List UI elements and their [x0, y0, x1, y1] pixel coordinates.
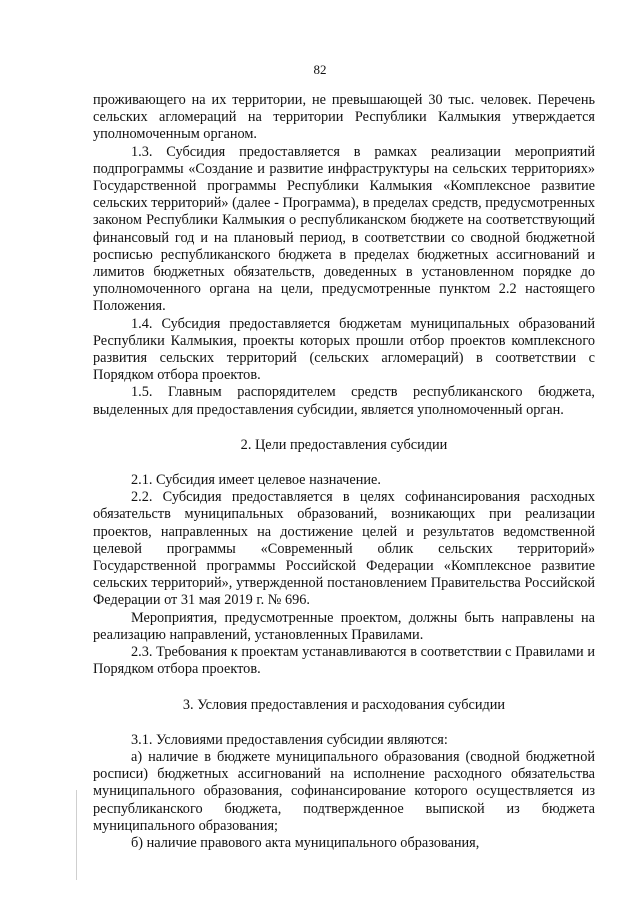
section-3-heading: 3. Условия предоставления и расходования субсидии [182, 696, 506, 713]
scan-edge-mark [76, 790, 77, 880]
paragraph-3-1-b: б) наличие правового акта муниципального образования, [131, 834, 480, 851]
page-number: 82 [313, 62, 327, 77]
paragraph-2-1: 2.1. Субсидия имеет целевое назначение. [131, 472, 381, 489]
paragraph-3-1: 3.1. Условиями предоставления субсидии являются: [131, 731, 448, 748]
paragraph-2-3: 2.3. Требования к проектам устанавливаются в соответствии с Правилами и Порядком отбора проектов. [93, 644, 595, 678]
paragraph-2-2-measures: Мероприятия, предусмотренные проектом, должны быть направлены на реализацию направлений, установленных Правилами. [93, 609, 595, 643]
paragraph-1-4: 1.4. Субсидия предоставляется бюджетам муниципальных образований Республики Калмыкия, проекты которых прошли отбор проектов комплексного развития сельских территорий (сельских агломераций) в соответствии с Порядком отбора проектов. [93, 315, 595, 384]
section-2-heading: 2. Цели предоставления субсидии [240, 436, 448, 453]
paragraph-2-2: 2.2. Субсидия предоставляется в целях софинансирования расходных обязательств муниципальных образований, возникающих при реализации проектов, направленных на достижение целей и результатов ведомственной целевой программы «Современный облик сельских территорий» Государственной программы Российской Федерации «Комплексное развитие сельских территорий», утвержденной постановлением Правительства Российской Федерации от 31 мая 2019 г. № 696. [93, 489, 595, 609]
paragraph-continuation: проживающего на их территории, не превышающей 30 тыс. человек. Перечень сельских агломераций на территории Республики Калмыкия утверждается уполномоченным органом. [93, 92, 595, 143]
paragraph-1-3: 1.3. Субсидия предоставляется в рамках реализации мероприятий подпрограммы «Создание и развитие инфраструктуры на сельских территориях» Государственной программы Республики Калмыкия «Комплексное развитие сельских территорий» (далее - Программа), в пределах средств, предусмотренных законом Республики Калмыкия о республиканском бюджете на соответствующий финансовый год и на плановый период, в соответствии со сводной бюджетной росписью республиканского бюджета в пределах бюджетных ассигнований и лимитов бюджетных обязательств, доведенных в установленном порядке до уполномоченного органа на цели, предусмотренные пунктом 2.2 настоящего Положения. [93, 143, 595, 315]
document-body [93, 92, 595, 852]
paragraph-3-1-a: а) наличие в бюджете муниципального образования (сводной бюджетной росписи) бюджетных ассигнований на исполнение расходного обязательства муниципального образования, софинансирование которого осуществляется из республиканского бюджета, подтвержденное выпиской из бюджета муниципального образования; [93, 748, 595, 834]
paragraph-1-5: 1.5. Главным распорядителем средств республиканского бюджета, выделенных для предоставления субсидии, является уполномоченный орган. [93, 384, 595, 418]
